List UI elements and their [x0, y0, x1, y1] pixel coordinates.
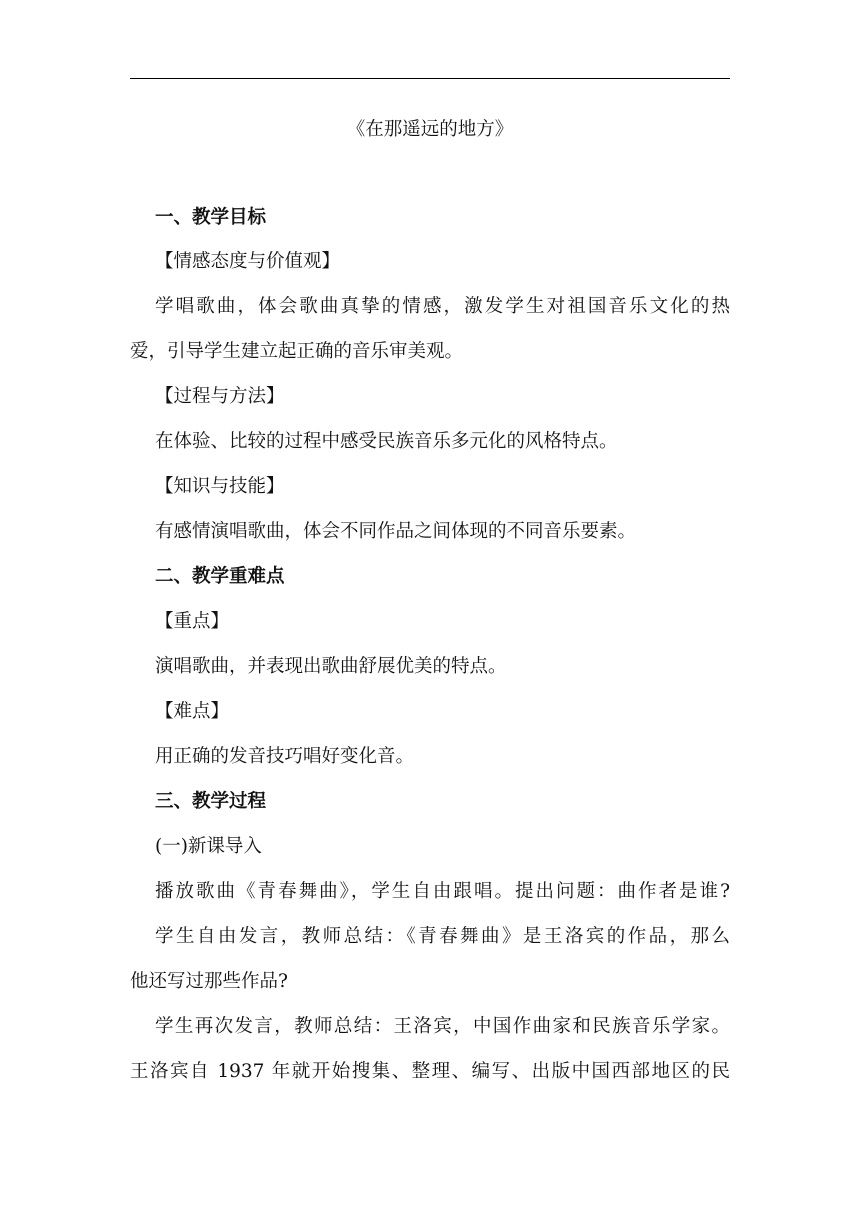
- paragraph-line: 学生再次发言，教师总结：王洛宾，中国作曲家和民族音乐学家。: [155, 1016, 730, 1037]
- paragraph-line: 用正确的发音技巧唱好变化音。: [155, 746, 415, 767]
- document-page: [130, 0, 730, 1216]
- document-title: 《在那遥远的地方》: [346, 119, 514, 140]
- subheading-introduction: (一)新课导入: [155, 836, 262, 857]
- section-heading-key-points: 二、教学重难点: [155, 566, 285, 587]
- paragraph-line: 王洛宾自 1937 年就开始搜集、整理、编写、出版中国西部地区的民: [130, 1061, 730, 1082]
- paragraph-line: 学唱歌曲，体会歌曲真挚的情感，激发学生对祖国音乐文化的热: [155, 296, 730, 317]
- subheading-knowledge-skills: 【知识与技能】: [155, 476, 285, 497]
- section-heading-process: 三、教学过程: [155, 791, 267, 812]
- paragraph-line: 在体验、比较的过程中感受民族音乐多元化的风格特点。: [155, 431, 618, 452]
- paragraph-line: 他还写过那些作品?: [130, 971, 288, 992]
- subheading-process-methods: 【过程与方法】: [155, 386, 285, 407]
- header-rule: [130, 78, 730, 79]
- paragraph-line: 有感情演唱歌曲，体会不同作品之间体现的不同音乐要素。: [155, 521, 637, 542]
- paragraph-line: 播放歌曲《青春舞曲》，学生自由跟唱。提出问题：曲作者是谁?: [155, 881, 730, 902]
- paragraph-line: 演唱歌曲，并表现出歌曲舒展优美的特点。: [155, 656, 507, 677]
- paragraph-line: 爱，引导学生建立起正确的音乐审美观。: [130, 341, 464, 362]
- paragraph-line: 学生自由发言，教师总结：《青春舞曲》是王洛宾的作品，那么: [155, 926, 730, 947]
- subheading-emotion-values: 【情感态度与价值观】: [155, 251, 341, 272]
- subheading-key-point: 【重点】: [155, 611, 230, 632]
- subheading-difficulty: 【难点】: [155, 701, 230, 722]
- section-heading-objectives: 一、教学目标: [155, 207, 267, 228]
